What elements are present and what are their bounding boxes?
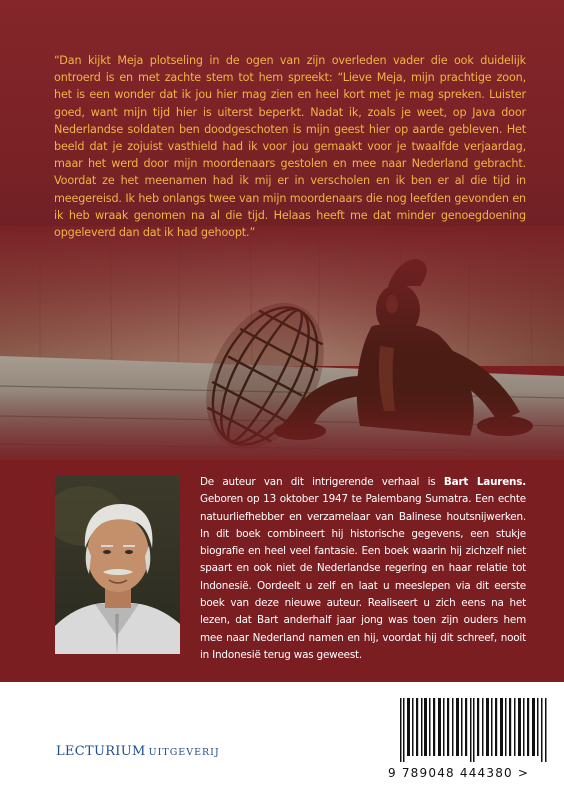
author-name: Bart Laurens. (443, 476, 526, 488)
publisher-name: LECTURIUM (56, 744, 146, 759)
barcode-icon (398, 698, 552, 762)
wood-carving-photo (0, 226, 564, 462)
quote-text: “Dan kijkt Meja plotseling in de ogen van zijn overleden vader die ook duidelijk ontroerd is en met zachte stem tot hem spreekt: “Lieve Meja, mijn prachtige zoon, het is een wonder dat ik jou hier mag zien en heel kort met je mag spreken. Luister goed, want mijn tijd hier is uiterst beperkt. Nadat ik, zoals je weet, op Java door Nederlandse soldaten ben doodgeschoten is mijn geest hier op aarde gebleven. Het beeld dat je zojuist vasthield had ik voor jou gemaakt voor je twaalfde verjaardag, maar het werd door mijn moordenaars gestolen en mee naar Nederland gebracht. Voordat ze het meenamen had ik mij er in verscholen en ik ben er al die tijd in meegereisd. Ik heb onlangs twee van mijn moordenaars die nog leefden gevonden en ik heb wraak genomen na al die tijd. Helaas heeft me dat minder genoegdoening opgeleverd dan dat ik had gehoopt.” (54, 54, 526, 240)
author-portrait (55, 476, 180, 654)
publisher-sub: UITGEVERIJ (148, 747, 220, 758)
author-bio (200, 474, 526, 664)
bio-rest: Geboren op 13 oktober 1947 te Palembang Sumatra. Een echte natuurliefhebber en verzamelaar van Balinese houtsnijwerken. In dit boek combineert hij historische gegevens, een stukje biografie en heel veel fantasie. Een boek waarin hij zichzelf niet spaart en ook niet de Nederlandse regering en haar relatie tot Indonesië. Oordeelt u zelf en laat u meeslepen via dit eerste boek van deze nieuwe auteur. Realiseert u zich eens na het lezen, dat Bart anderhalf jaar jong was toen zijn ouders hem mee naar Nederland namen en hij, voordat hij dit schreef, nooit in Indonesië terug was geweest. (200, 493, 526, 661)
isbn-number: 9 789048 444380 > (388, 766, 530, 780)
publisher-logo (56, 740, 220, 759)
bio-intro: De auteur van dit intrigerende verhaal is (200, 476, 444, 488)
